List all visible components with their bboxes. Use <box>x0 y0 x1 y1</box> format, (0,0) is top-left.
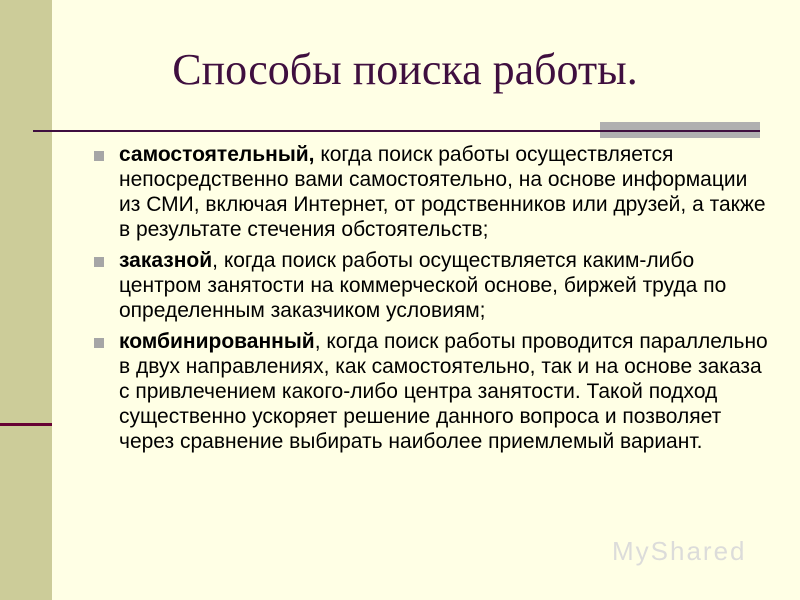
bullet-item <box>94 142 774 242</box>
watermark-logo: MyShared <box>612 536 747 566</box>
bullet-text: когда поиск работы осуществляется непосредственно вами самостоятельно, на основе информации из СМИ, включая Интернет, от родственников или друзей, а также в результате стечения обстоятельств; <box>119 143 766 241</box>
bullet-item <box>94 248 774 323</box>
bullet-term: заказной <box>119 249 213 272</box>
square-bullet-icon <box>94 338 104 348</box>
title-divider <box>33 130 760 132</box>
bullet-text: , когда поиск работы проводится параллельно в двух направлениях, как самостоятельно, так и на основе заказа с привлечением какого-либо центра занятости. Такой подход существенно ускоряет решение данного вопроса и позволяет через сравнение выбирать наиболее приемлемый вариант. <box>119 330 768 453</box>
square-bullet-icon <box>94 151 104 161</box>
bullet-list <box>94 142 774 460</box>
bullet-term: комбинированный <box>119 330 315 353</box>
sidebar-accent-line <box>0 423 52 426</box>
slide-title: Способы поиска работы. <box>172 45 638 94</box>
bullet-term: самостоятельный, <box>119 143 315 166</box>
bullet-item <box>94 329 774 454</box>
square-bullet-icon <box>94 257 104 267</box>
bullet-text: , когда поиск работы осуществляется каким-либо центром занятости на коммерческой основе, биржей труда по определенным заказчиком условиям; <box>119 249 727 322</box>
